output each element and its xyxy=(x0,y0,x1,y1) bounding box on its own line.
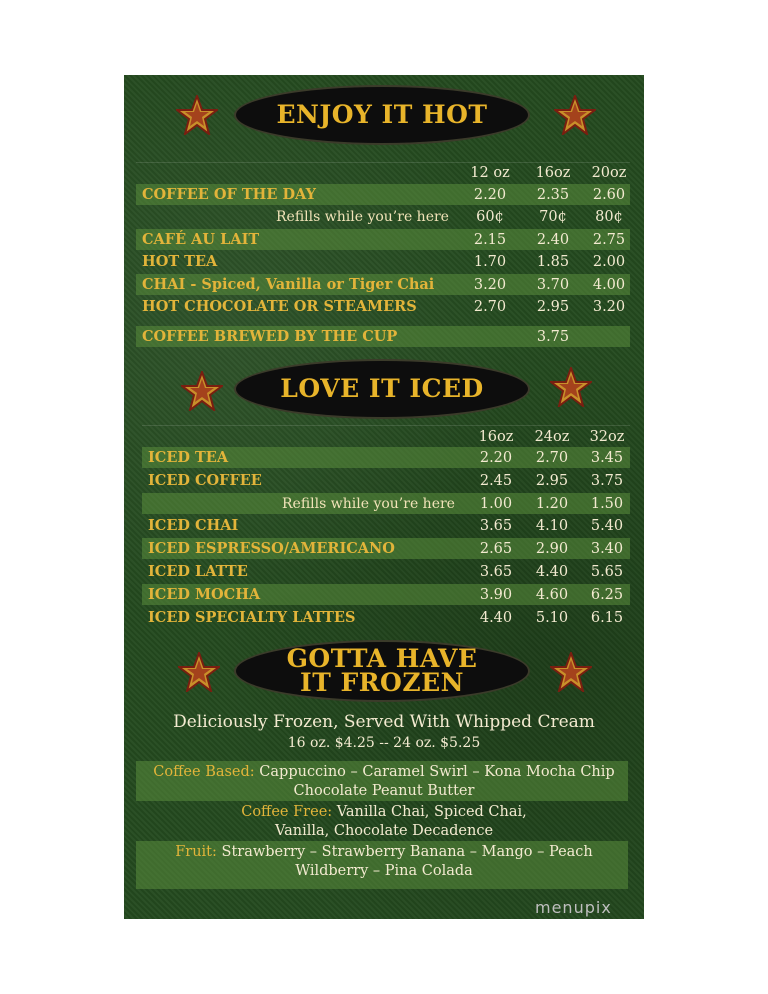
menu-item-row xyxy=(136,251,630,272)
price: 5.65 xyxy=(590,563,624,580)
price: 5.40 xyxy=(590,517,624,534)
menu-item-row xyxy=(136,184,630,205)
menu-item-row xyxy=(142,493,630,514)
item-name: CAFÉ AU LAIT xyxy=(142,231,260,248)
fruit-items: Strawberry – Strawberry Banana – Mango – Peach xyxy=(221,844,593,860)
price: 2.40 xyxy=(536,231,570,248)
coffee-based-line xyxy=(124,764,644,780)
price: 4.40 xyxy=(479,609,513,626)
hot-title: ENJOY IT HOT xyxy=(234,85,530,145)
price: 2.20 xyxy=(479,449,513,466)
coffee-free-items2: Vanilla, Chocolate Decadence xyxy=(274,823,494,839)
coffee-free-items: Vanilla Chai, Spiced Chai, xyxy=(336,804,527,820)
price: 2.35 xyxy=(536,186,570,203)
star-icon xyxy=(550,652,592,692)
price: 2.95 xyxy=(535,472,569,489)
size-label: 16oz xyxy=(478,428,514,445)
coffee-free-line xyxy=(124,804,644,820)
menu-item-row xyxy=(142,584,630,605)
item-name: COFFEE BREWED BY THE CUP xyxy=(142,328,398,345)
menu-item-row xyxy=(136,326,630,347)
price: 4.40 xyxy=(535,563,569,580)
hot-header xyxy=(124,85,644,145)
menu-item-row xyxy=(142,538,630,559)
coffee-free-label: Coffee Free: xyxy=(241,804,333,820)
coffee-based-label: Coffee Based: xyxy=(153,764,255,780)
price: 3.45 xyxy=(590,449,624,466)
price: 2.65 xyxy=(479,540,513,557)
item-name: ICED ESPRESSO/AMERICANO xyxy=(148,540,395,557)
price: 4.60 xyxy=(535,586,569,603)
price: 1.00 xyxy=(479,495,513,512)
price: 5.10 xyxy=(535,609,569,626)
price: 2.15 xyxy=(473,231,507,248)
price: 3.40 xyxy=(590,540,624,557)
price: 4.00 xyxy=(592,276,626,293)
iced-sizes-row xyxy=(142,426,630,447)
price: 1.70 xyxy=(473,253,507,270)
price: 1.85 xyxy=(536,253,570,270)
item-name: ICED MOCHA xyxy=(148,586,261,603)
star-icon xyxy=(176,95,218,135)
fruit-label: Fruit: xyxy=(175,844,217,860)
price: 2.95 xyxy=(536,298,570,315)
price: 1.20 xyxy=(535,495,569,512)
price: 1.50 xyxy=(590,495,624,512)
price: 2.75 xyxy=(592,231,626,248)
price: 3.20 xyxy=(473,276,507,293)
iced-header xyxy=(124,359,644,419)
price: 6.25 xyxy=(590,586,624,603)
price: 3.65 xyxy=(479,563,513,580)
price: 60¢ xyxy=(476,208,504,225)
menu-item-row xyxy=(142,607,630,628)
size-label: 16oz xyxy=(535,164,571,181)
size-label: 24oz xyxy=(534,428,570,445)
item-name: ICED CHAI xyxy=(148,517,239,534)
menu-item-row xyxy=(142,470,630,491)
price: 3.90 xyxy=(479,586,513,603)
menu-item-row xyxy=(142,447,630,468)
fruit-items2: Wildberry – Pina Colada xyxy=(295,863,473,879)
refill-note: Refills while you’re here xyxy=(282,495,455,512)
price: 2.00 xyxy=(592,253,626,270)
frozen-title-line2: IT FROZEN xyxy=(300,668,464,697)
menu-board xyxy=(124,75,644,919)
star-icon xyxy=(181,371,223,411)
star-icon xyxy=(554,95,596,135)
frozen-tagline: Deliciously Frozen, Served With Whipped Cream xyxy=(173,712,595,732)
price: 2.70 xyxy=(535,449,569,466)
price: 3.20 xyxy=(592,298,626,315)
star-icon xyxy=(178,652,220,692)
item-name: ICED SPECIALTY LATTES xyxy=(148,609,356,626)
item-name: ICED COFFEE xyxy=(148,472,262,489)
menu-item-row xyxy=(142,561,630,582)
refill-note: Refills while you’re here xyxy=(276,208,449,225)
price: 70¢ xyxy=(539,208,567,225)
price: 2.20 xyxy=(473,186,507,203)
price: 3.75 xyxy=(536,328,570,345)
fruit-line xyxy=(124,844,644,860)
price: 2.45 xyxy=(479,472,513,489)
coffee-based-items: Cappuccino – Caramel Swirl – Kona Mocha Chip xyxy=(259,764,615,780)
item-name: CHAI - Spiced, Vanilla or Tiger Chai xyxy=(142,276,435,293)
frozen-pricing: 16 oz. $4.25 -- 24 oz. $5.25 xyxy=(287,735,481,751)
item-name: HOT TEA xyxy=(142,253,218,270)
price: 4.10 xyxy=(535,517,569,534)
frozen-header xyxy=(124,638,644,702)
item-name: COFFEE OF THE DAY xyxy=(142,186,316,203)
price: 2.60 xyxy=(592,186,626,203)
item-name: ICED TEA xyxy=(148,449,229,466)
price: 3.65 xyxy=(479,517,513,534)
size-label: 20oz xyxy=(591,164,627,181)
star-icon xyxy=(550,367,592,407)
price: 6.15 xyxy=(590,609,624,626)
coffee-based-items2: Chocolate Peanut Butter xyxy=(293,783,475,799)
size-label: 12 oz xyxy=(470,164,510,181)
item-name: HOT CHOCOLATE OR STEAMERS xyxy=(142,298,417,315)
size-label: 32oz xyxy=(589,428,625,445)
hot-sizes-row xyxy=(136,162,630,183)
item-name: ICED LATTE xyxy=(148,563,248,580)
price: 2.90 xyxy=(535,540,569,557)
watermark: menupix xyxy=(535,898,612,917)
menu-item-row xyxy=(136,206,630,227)
frozen-title xyxy=(234,640,530,702)
price: 2.70 xyxy=(473,298,507,315)
frozen-title-line1: GOTTA HAVE xyxy=(286,644,478,673)
menu-item-row xyxy=(136,274,630,295)
price: 80¢ xyxy=(595,208,623,225)
iced-title: LOVE IT ICED xyxy=(234,359,530,419)
price: 3.75 xyxy=(590,472,624,489)
price: 3.70 xyxy=(536,276,570,293)
menu-item-row xyxy=(136,229,630,250)
menu-item-row xyxy=(142,515,630,536)
menu-item-row xyxy=(136,296,630,317)
